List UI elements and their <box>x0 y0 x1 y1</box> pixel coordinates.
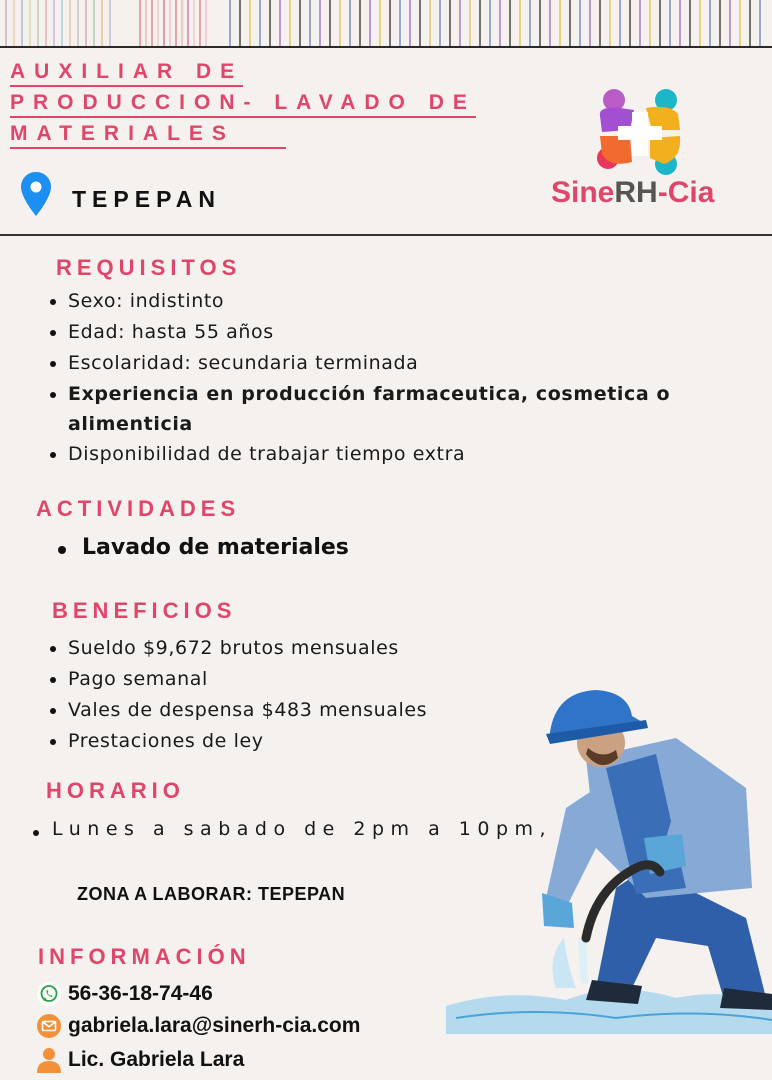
list-item: Edad: hasta 55 años <box>46 317 686 348</box>
phone-number: 56-36-18-74-46 <box>68 982 213 1005</box>
horario-heading: HORARIO <box>46 778 185 803</box>
job-title-line-2: PRODUCCION- LAVADO DE <box>10 91 476 118</box>
map-pin-icon <box>20 171 52 217</box>
list-item: Sueldo $9,672 brutos mensuales <box>46 633 476 664</box>
requisitos-list <box>46 286 686 470</box>
requisitos-heading: REQUISITOS <box>56 255 242 280</box>
email-icon <box>36 1013 62 1039</box>
zona-laborar: ZONA A LABORAR: TEPEPAN <box>77 884 346 904</box>
list-item: Experiencia en producción farmaceutica, cosmetica o alimenticia <box>46 379 686 439</box>
list-item: Sexo: indistinto <box>46 286 686 317</box>
person-icon <box>36 1047 62 1073</box>
decorative-stripes <box>0 0 772 46</box>
list-item: Pago semanal <box>46 664 476 695</box>
actividades-item: Lavado de materiales <box>56 535 349 560</box>
top-divider <box>0 46 772 48</box>
email-address: gabriela.lara@sinerh-cia.com <box>68 1014 361 1037</box>
email-contact[interactable] <box>36 1012 360 1040</box>
job-location: TEPEPAN <box>72 186 221 212</box>
job-title-line-3: MATERIALES <box>10 122 286 149</box>
header-divider <box>0 234 772 236</box>
phone-contact[interactable] <box>36 980 213 1008</box>
job-title-line-1: AUXILIAR DE <box>10 60 243 87</box>
brand-name-part-2: RH <box>614 176 658 209</box>
horario-item: Lunes a sabado de 2pm a 10pm, <box>30 818 552 840</box>
brand-name-part-3: -Cia <box>657 176 715 209</box>
sinerh-logo-icon <box>590 84 690 180</box>
list-item: Disponibilidad de trabajar tiempo extra <box>46 439 686 470</box>
beneficios-list <box>46 633 476 757</box>
list-item: Prestaciones de ley <box>46 726 476 757</box>
contact-name: Lic. Gabriela Lara <box>68 1048 245 1071</box>
list-item: Vales de despensa $483 mensuales <box>46 695 476 726</box>
person-contact <box>36 1046 244 1074</box>
list-item: Escolaridad: secundaria terminada <box>46 348 686 379</box>
brand-name <box>551 176 714 210</box>
beneficios-heading: BENEFICIOS <box>52 598 237 623</box>
brand-name-part-1: Sine <box>551 176 615 209</box>
actividades-heading: ACTIVIDADES <box>36 496 241 521</box>
worker-washing-illustration <box>446 688 772 1038</box>
whatsapp-icon <box>36 981 62 1007</box>
informacion-heading: INFORMACIÓN <box>38 944 251 969</box>
